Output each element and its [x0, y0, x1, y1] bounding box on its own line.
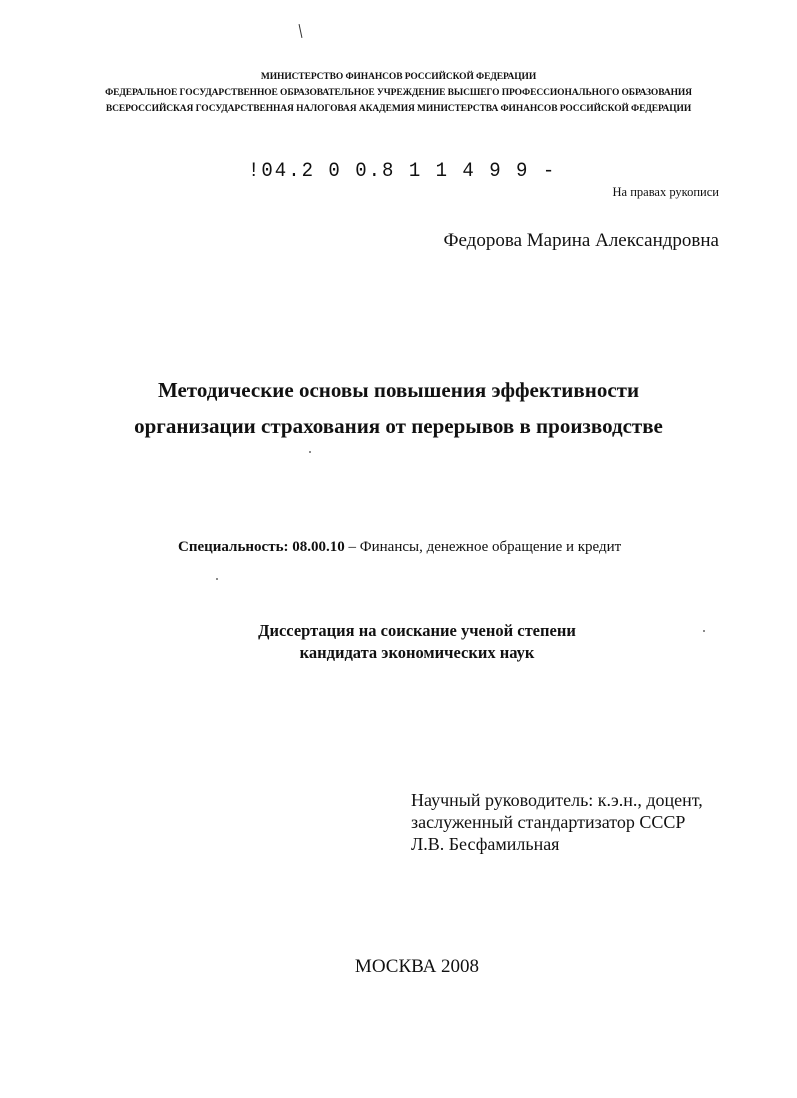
header-academy: ВСЕРОССИЙСКАЯ ГОСУДАРСТВЕННАЯ НАЛОГОВАЯ АКАДЕМИЯ МИНИСТЕРСТВА ФИНАНСОВ РОССИЙСКОЙ ФЕДЕРАЦИИ [105, 104, 692, 114]
title-line-1: Методические основы повышения эффективности [157, 378, 640, 402]
advisor-line-2: заслуженный стандартизатор СССР [411, 812, 686, 832]
advisor-block [411, 789, 703, 855]
library-stamp-number: !04.2 0 0.8 1 1 4 9 9 - [248, 159, 557, 183]
header-ministry: МИНИСТЕРСТВО ФИНАНСОВ РОССИЙСКОЙ ФЕДЕРАЦИИ [260, 72, 537, 82]
header-institution-type: ФЕДЕРАЛЬНОЕ ГОСУДАРСТВЕННОЕ ОБРАЗОВАТЕЛЬНОЕ УЧРЕЖДЕНИЕ ВЫСШЕГО ПРОФЕССИОНАЛЬНОГО ОБРАЗОВАНИЯ [105, 88, 692, 98]
scan-mark [299, 24, 303, 38]
author-name: Федорова Марина Александровна [443, 230, 719, 251]
specialty-label: Специальность: 08.00.10 [178, 539, 345, 555]
specialty [178, 539, 621, 556]
scan-speck [309, 451, 311, 453]
scan-speck [703, 630, 705, 632]
scan-speck [216, 578, 218, 580]
advisor-line-3: Л.В. Бесфамильная [411, 834, 560, 854]
specialty-text: – Финансы, денежное обращение и кредит [344, 539, 622, 555]
manuscript-note: На правах рукописи [612, 185, 719, 199]
dissertation-line-1: Диссертация на соискание ученой степени [258, 621, 576, 640]
title-line-2: организации страхования от перерывов в производстве [134, 414, 663, 438]
advisor-line-1: Научный руководитель: к.э.н., доцент, [411, 790, 703, 810]
dissertation-line-2: кандидата экономических наук [299, 643, 535, 662]
city-year: МОСКВА 2008 [354, 956, 480, 977]
